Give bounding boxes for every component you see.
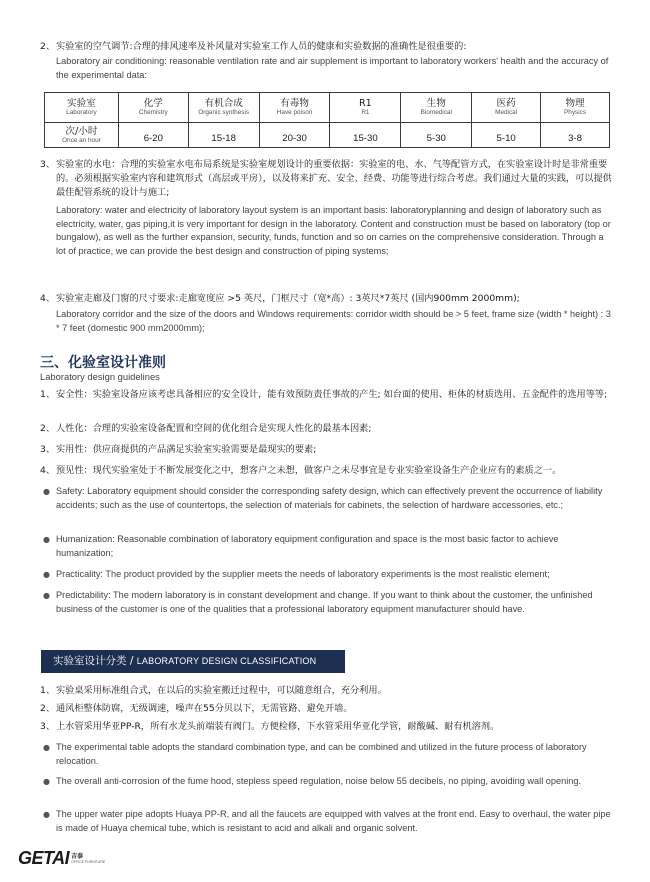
guideline-safety-zh: 1、 安全性：实验室设备应该考虑具备相应的安全设计，能有效预防责任事故的产生; 如台面的使用、柜体的材质选用、五金配件的选用等等; <box>40 389 608 400</box>
table-header-cell: 生物 Biomedical <box>401 93 472 123</box>
classification-pipe-zh: 3、 上水管采用华亚PP-R，所有水龙头前端装有阀门。方便检修，下水管采用华亚化学管，耐酸碱、耐有机溶剂。 <box>40 721 500 732</box>
table-header-cell: R1 R1 <box>330 93 401 123</box>
bullet-icon: ● <box>43 570 50 579</box>
bullet-icon: ● <box>43 591 50 600</box>
classification-table-en: ● The experimental table adopts the standard combination type, and can be combined and utilized in the future process of laboratory relocation. <box>40 741 614 768</box>
water-electricity-item: 3、 实验室的水电：合理的实验室水电布局系统是实验室规划设计的重要依据：实验室的电、水、气等配管方式，在实验室设计时是非常重要的。必须根据实验室内容和建筑形式（高层或平房），以及将来扩充、安全、经费、功能等进行综合考虑。我们通过大量的实践，可以提供最佳配管系统的设计与施工; Laboratory: water and electricity of laboratory layout system is an important basis: laboratoryplanning and design of laboratory such as electricity, water, gas piping,it is very important for design in the laboratory. Content and construction must be based on laboratory (top or bungalow), as well as the further expansion, security, funds, function and so on carries on the comprehensive consideration. Through a lot of practice, we can provide the best design and construction of piping systems; <box>40 158 612 258</box>
table-cell: 15-30 <box>330 123 401 148</box>
water-electricity-zh: 实验室的水电：合理的实验室水电布局系统是实验室规划设计的重要依据：实验室的电、水、气等配管方式，在实验室设计时是非常重要的。必须根据实验室内容和建筑形式（高层或平房），以及将来扩充、安全、经费、功能等进行综合考虑。我们通过大量的实践，可以提供最佳配管系统的设计与施工; <box>56 159 612 198</box>
air-conditioning-zh: 实验室的空气调节:合理的排风速率及补风量对实验室工作人员的健康和实验数据的准确性是很重要的: <box>56 41 467 52</box>
getai-logo: GETAI 吉泰 OFFICE FURNITURE <box>18 848 106 868</box>
table-cell: 15-18 <box>188 123 259 148</box>
guideline-predictability-zh: 4、 预见性：现代实验室处于不断发展变化之中，想客户之未想，做客户之未尽事宜是专业实验室设备生产企业应有的素质之一。 <box>40 465 562 476</box>
corridor-item: 4、 实验室走廊及门窗的尺寸要求:走廊宽度应 >5 英尺，门框尺寸（宽*高）: 3英尺*7英尺 (国内900mm 2000mm); Laboratory corridor and the size of the doors and Windows requirements: corridor width should be > 5 feet, frame size (width * height) : 3 * 7 feet (domestic 900 mm2000mm); <box>40 292 612 335</box>
air-conditioning-item: 2、 实验室的空气调节:合理的排风速率及补风量对实验室工作人员的健康和实验数据的准确性是很重要的: Laboratory air conditioning: reasonable ventilation rate and air supplement is important to laboratory workers' health and the accuracy of the experimental data: <box>40 40 612 82</box>
bullet-icon: ● <box>43 535 50 544</box>
guideline-practicality-zh: 3、 实用性：供应商提供的产品满足实验室实验需要是最现实的要素; <box>40 444 317 455</box>
table-cell: 5-10 <box>472 123 541 148</box>
table-header-cell: 化学 Chemistry <box>118 93 188 123</box>
section-title: 三、化验室设计准则 <box>40 355 166 371</box>
table-cell: 20-30 <box>259 123 330 148</box>
table-header-cell: 医药 Medical <box>472 93 541 123</box>
bullet-icon: ● <box>43 487 50 496</box>
guideline-safety-en: ● Safety: Laboratory equipment should consider the corresponding safety design, which can effectively prevent the occurrence of liability accidents; such as the use of countertops, the selection of materials for cabinets, the selection of hardware accessories, etc.; <box>40 485 614 512</box>
section-subtitle: Laboratory design guidelines <box>40 371 160 382</box>
corridor-zh: 实验室走廊及门窗的尺寸要求:走廊宽度应 >5 英尺，门框尺寸（宽*高）: 3英尺*7英尺 (国内900mm 2000mm); <box>56 293 520 304</box>
bullet-icon: ● <box>43 810 50 819</box>
classification-fumehood-en: ● The overall anti-corrosion of the fume hood, stepless speed regulation, noise below 55 decibels, no piping, avoiding wall opening. <box>40 775 614 789</box>
table-header-cell: 有毒物 Have poison <box>259 93 330 123</box>
bullet-icon: ● <box>43 777 50 786</box>
classification-table-zh: 1、 实验桌采用标准组合式，在以后的实验室搬迁过程中，可以随意组合，充分利用。 <box>40 685 387 696</box>
table-values-row <box>45 123 610 148</box>
table-cell: 5-30 <box>401 123 472 148</box>
bullet-icon: ● <box>43 743 50 752</box>
guideline-humanization-zh: 2、 人性化：合理的实验室设备配置和空间的优化组合是实现人性化的最基本因素; <box>40 423 372 434</box>
guideline-humanization-en: ● Humanization: Reasonable combination of laboratory equipment configuration and space is the most basic factor to achieve humanization; <box>40 533 614 560</box>
table-cell: 3-8 <box>541 123 610 148</box>
table-row-label: 次/小时 Once an hour <box>45 123 119 148</box>
classification-banner: 实验室设计分类 / LABORATORY DESIGN CLASSIFICATION <box>41 650 345 673</box>
table-header-row <box>45 93 610 123</box>
table-cell: 6-20 <box>118 123 188 148</box>
water-electricity-en: Laboratory: water and electricity of laboratory layout system is an important basis: laboratoryplanning and design of laboratory such as electricity, water, gas piping,it is very important for design in the laboratory. Content and construction must be based on laboratory (top or bungalow), as well as the further expansion, security, funds, function and so on carries on the comprehensive consideration. Through a lot of practice, we can provide the best design and construction of piping systems; <box>56 205 611 256</box>
table-header-cell: 实验室 Laboratory <box>45 93 119 123</box>
classification-fumehood-zh: 2、 通风柜整体防腐，无级调速，噪声在55分贝以下，无需管路、避免开墙。 <box>40 703 353 714</box>
ventilation-table <box>44 92 610 148</box>
corridor-en: Laboratory corridor and the size of the doors and Windows requirements: corridor width should be > 5 feet, frame size (width * height) : 3 * 7 feet (domestic 900 mm2000mm); <box>56 309 611 333</box>
guideline-predictability-en: ● Predictability: The modern laboratory is in constant development and change. If you want to think about the customer, the unfinished business of the customer is one of the qualities that a professional laboratory equipment manufacturer should have. <box>40 589 614 616</box>
air-conditioning-en: Laboratory air conditioning: reasonable ventilation rate and air supplement is important to laboratory workers' health and the accuracy of the experimental data: <box>56 56 609 80</box>
table-header-cell: 物理 Physics <box>541 93 610 123</box>
guideline-practicality-en: ● Practicality: The product provided by the supplier meets the needs of laboratory experiments is the most realistic element; <box>40 568 614 582</box>
table-header-cell: 有机合成 Organic synthesis <box>188 93 259 123</box>
classification-pipe-en: ● The upper water pipe adopts Huaya PP-R, and all the faucets are equipped with valves at the front end. Easy to overhaul, the water pipe is made of Huaya chemical tube, which is resistant to acid and alkali and organic solvent. <box>40 808 614 835</box>
